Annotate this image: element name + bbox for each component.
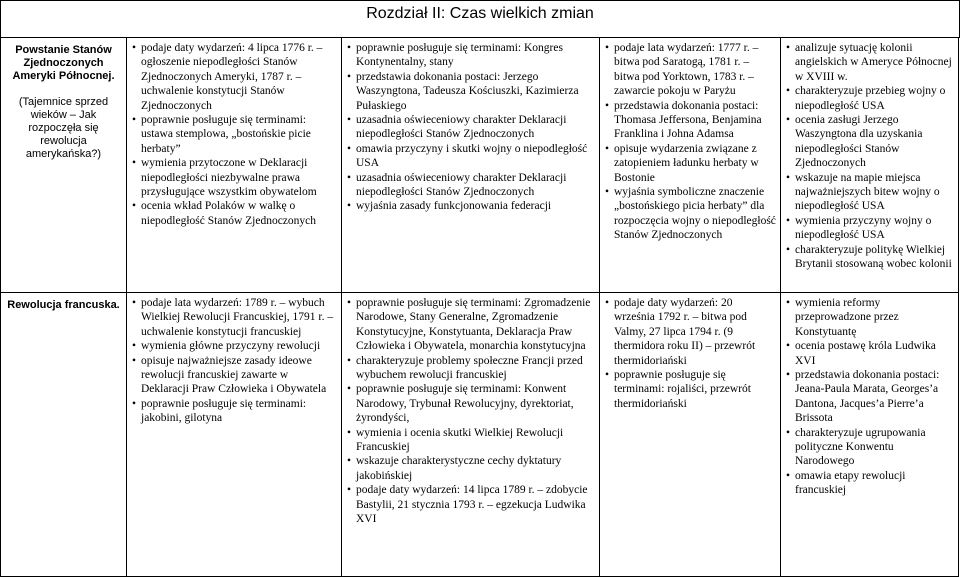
- list-item: • poprawnie posługuje się terminami: ustawa stemplowa, „bostońskie picie herbaty”: [132, 114, 311, 155]
- list-item: • charakteryzuje przebieg wojny o niepodległość USA: [786, 85, 946, 112]
- table-row: [1, 38, 959, 293]
- list-item: • analizuje sytuację kolonii angielskich w Ameryce Północnej w XVIII w.: [786, 42, 952, 83]
- list-item: • charakteryzuje politykę Wielkiej Brytanii stosowaną wobec kolonii: [786, 243, 952, 271]
- requirements-cell: [781, 38, 959, 293]
- list-item: • ocenia postawę króla Ludwika XVI: [786, 340, 936, 367]
- list-item: • przedstawia dokonania postaci: Jeana-Paula Marata, Georges’a Dantona, Jacques’a Pierre’a Brissota: [786, 369, 940, 425]
- list-item: • wymienia przytoczone w Deklaracji niepodległości niezbywalne prawa przysługujące wszystkim obywatelom: [132, 157, 317, 199]
- list-item: • uzasadnia oświeceniowy charakter Deklaracji niepodległości Stanów Zjednoczonych: [347, 114, 567, 141]
- curriculum-table: [0, 37, 959, 577]
- requirements-cell: [342, 38, 600, 293]
- list-item: • omawia etapy rewolucji francuskiej: [786, 469, 906, 497]
- list-item: • charakteryzuje ugrupowania polityczne Konwentu Narodowego: [786, 426, 926, 468]
- topic-cell: [1, 293, 127, 577]
- list-item: • przedstawia dokonania postaci: Jerzego Waszyngtona, Tadeusza Kościuszki, Kazimierza Pułaskiego: [347, 70, 579, 112]
- list-item: • podaje lata wydarzeń: 1777 r. – bitwa pod Saratogą, 1781 r. – bitwa pod Yorktown, 1783 r. – zawarcie pokoju w Paryżu: [605, 42, 759, 98]
- list-item: • ocenia wkład Polaków w walkę o niepodległość Stanów Zjednoczonych: [132, 200, 317, 227]
- list-item: • wyjaśnia symboliczne znaczenie „bostońskiego picia herbaty” dla rozpoczęcia wojny o niepodległość Stanów Zjednoczonych: [605, 186, 776, 242]
- list-item: • poprawnie posługuje się terminami: Konwent Narodowy, Trybunał Rewolucyjny, dyrektoriat, żyrondyści,: [347, 383, 574, 425]
- list-item: • podaje daty wydarzeń: 20 września 1792 r. – bitwa pod Valmy, 27 lipca 1794 r. (9 thermidora roku II) – przewrót thermidoriański: [605, 297, 756, 367]
- list-item: • podaje lata wydarzeń: 1789 r. – wybuch Wielkiej Rewolucji Francuskiej, 1791 r. – uchwalenie konstytucji francuskiej: [132, 297, 334, 338]
- list-item: • przedstawia dokonania postaci: Thomasa Jeffersona, Benjamina Franklina i Johna Adamsa: [605, 99, 762, 141]
- list-item: • poprawnie posługuje się terminami: Zgromadzenie Narodowe, Stany Generalne, Zgromadzenie Konstytucyjne, Konstytuanta, Deklaracja Praw Człowieka i Obywatela, monarchia konstytucyjna: [347, 297, 591, 353]
- list-item: • poprawnie posługuje się terminami: jakobini, gilotyna: [132, 397, 307, 425]
- topic-name: Powstanie Stanów Zjednoczonych Ameryki Północnej.: [12, 44, 115, 82]
- requirements-cell: [600, 293, 781, 577]
- requirements-cell: [342, 293, 600, 577]
- list-item: • charakteryzuje problemy społeczne Francji przed wybuchem rewolucji francuskiej: [347, 354, 583, 382]
- list-item: • wskazuje charakterystyczne cechy dyktatury jakobińskiej: [347, 455, 562, 482]
- list-item: • wymienia reformy przeprowadzone przez Konstytuantę: [786, 297, 899, 338]
- chapter-title: Rozdział II: Czas wielkich zmian: [366, 5, 594, 22]
- requirements-cell: [781, 293, 959, 577]
- requirements-cell: [127, 38, 342, 293]
- list-item: • poprawnie posługuje się terminami: rojaliści, przewrót thermidoriański: [605, 369, 751, 410]
- topic-cell: [1, 38, 127, 293]
- table-row: [1, 293, 959, 577]
- list-item: • poprawnie posługuje się terminami: Kongres Kontynentalny, stany: [347, 42, 563, 69]
- list-item: • podaje daty wydarzeń: 4 lipca 1776 r. – ogłoszenie niepodległości Stanów Zjednoczonych Ameryki, 1787 r. – uchwalenie konstytucji Stanów Zjednoczonych: [132, 42, 323, 112]
- topic-name: Rewolucja francuska.: [7, 299, 120, 311]
- chapter-title-box: [0, 0, 960, 38]
- list-item: • ocenia zasługi Jerzego Waszyngtona dla uzyskania niepodległości Stanów Zjednoczonych: [786, 114, 923, 170]
- list-item: • wyjaśnia zasady funkcjonowania federacji: [347, 200, 552, 213]
- list-item: • wskazuje na mapie miejsca najważniejszych bitew wojny o niepodległość USA: [786, 171, 940, 213]
- list-item: • wymienia i ocenia skutki Wielkiej Rewolucji Francuskiej: [347, 426, 564, 454]
- list-item: • uzasadnia oświeceniowy charakter Deklaracji niepodległości Stanów Zjednoczonych: [347, 171, 567, 199]
- requirements-cell: [127, 293, 342, 577]
- list-item: • wymienia przyczyny wojny o niepodległość USA: [786, 214, 932, 242]
- requirements-cell: [600, 38, 781, 293]
- list-item: • podaje daty wydarzeń: 14 lipca 1789 r. – zdobycie Bastylii, 21 stycznia 1793 r. – egzekucja Ludwika XVI: [347, 484, 588, 526]
- list-item: • omawia przyczyny i skutki wojny o niepodległość USA: [347, 142, 588, 170]
- list-item: • opisuje najważniejsze zasady ideowe rewolucji francuskiej zawarte w Deklaracji Praw Człowieka i Obywatela: [132, 354, 327, 396]
- topic-note: (Tajemnice sprzed wieków – Jak rozpoczęła się rewolucja amerykańska?): [18, 96, 109, 160]
- list-item: • opisuje wydarzenia związane z zatopieniem ładunku herbaty w Bostonie: [605, 142, 759, 184]
- list-item: • wymienia główne przyczyny rewolucji: [132, 340, 321, 353]
